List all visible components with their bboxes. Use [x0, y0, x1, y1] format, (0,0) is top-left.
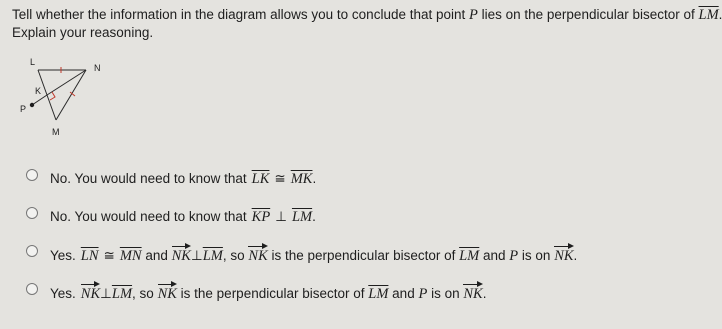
ray-symbol: NK	[172, 245, 191, 265]
option-text-part: Yes.	[50, 248, 76, 263]
segment-NK	[47, 70, 86, 95]
answer-option-1[interactable]	[26, 160, 676, 198]
segment-symbol: $\overline{LM}$	[698, 7, 719, 23]
segment-symbol: $\overline{LM}$	[368, 286, 389, 302]
answer-option-4[interactable]	[26, 274, 676, 312]
answer-option-2[interactable]	[26, 198, 676, 236]
radio-button[interactable]	[26, 283, 38, 295]
option-text-part: is the perpendicular bisector of	[267, 248, 460, 263]
radio-button[interactable]	[26, 245, 38, 257]
point-variable: P	[509, 248, 519, 264]
option-text-part: .	[573, 248, 578, 263]
segment-symbol: $\overline{LM}$	[111, 286, 133, 302]
answer-option-3[interactable]	[26, 236, 676, 274]
option-text-part: is the perpendicular bisector of	[176, 286, 369, 301]
option-text	[50, 283, 486, 303]
label-N: N	[94, 63, 101, 73]
option-text-part: and	[388, 286, 419, 301]
point-variable: P	[418, 286, 428, 302]
triangle-figure	[14, 56, 124, 146]
option-text-part: is on	[518, 248, 555, 263]
point-variable: P	[469, 7, 478, 23]
question-text: Tell whether the information in the diagram allows you to conclude that point	[12, 7, 470, 22]
segment-symbol: $\overline{LM}$	[291, 208, 313, 225]
segment-symbol: $\overline{LM}$	[202, 248, 223, 264]
option-text-part: No. You would need to know that	[50, 208, 247, 224]
answer-options	[26, 160, 676, 312]
question-line-1	[12, 6, 719, 24]
ray-symbol: NK	[554, 245, 573, 265]
relation-symbol: ≅	[103, 248, 115, 263]
option-text-part: is on	[427, 286, 464, 301]
segment-symbol: $\overline{MK}$	[290, 170, 313, 187]
label-L: L	[30, 57, 36, 67]
option-text-part: No. You would need to know that	[50, 170, 247, 186]
relation-symbol: ⊥	[100, 286, 112, 301]
radio-button[interactable]	[26, 207, 38, 219]
ray-symbol: NK	[81, 283, 100, 303]
option-text-part: Yes.	[50, 286, 76, 301]
ray-symbol: NK	[248, 245, 267, 265]
option-text	[50, 245, 577, 265]
relation-symbol: ⊥	[190, 248, 203, 263]
relation-symbol: ⊥	[275, 208, 287, 224]
label-M: M	[52, 127, 60, 137]
segment-symbol: $\overline{LM}$	[459, 248, 480, 264]
option-text-part: .	[312, 208, 316, 224]
segment-symbol: $\overline{KP}$	[251, 208, 271, 225]
option-text-part: , so	[132, 286, 158, 301]
segment-symbol: $\overline{LN}$	[80, 248, 99, 264]
label-K: K	[35, 86, 42, 96]
segment-symbol: $\overline{MN}$	[119, 248, 142, 264]
option-text-part: .	[482, 286, 487, 301]
option-text-part: , so	[222, 248, 249, 263]
right-angle-mark	[50, 92, 55, 100]
relation-symbol: ≅	[274, 170, 286, 186]
label-P: P	[20, 104, 27, 114]
option-text-part: and	[141, 248, 172, 263]
segment-NM	[56, 70, 86, 120]
option-text-part: .	[312, 170, 317, 186]
question-text: lies on the perpendicular bisector of	[477, 7, 699, 22]
option-text-part: and	[479, 248, 510, 263]
option-text	[50, 209, 316, 226]
segment-symbol: $\overline{LK}$	[251, 170, 270, 187]
question-prompt	[12, 6, 719, 42]
geometry-diagram	[14, 56, 124, 146]
radio-button[interactable]	[26, 169, 38, 181]
ray-symbol: NK	[158, 283, 177, 303]
option-text	[50, 171, 316, 188]
ray-symbol: NK	[463, 283, 482, 303]
question-line-2: Explain your reasoning.	[12, 25, 154, 40]
point-P	[30, 103, 34, 107]
ray-extension	[32, 95, 47, 105]
